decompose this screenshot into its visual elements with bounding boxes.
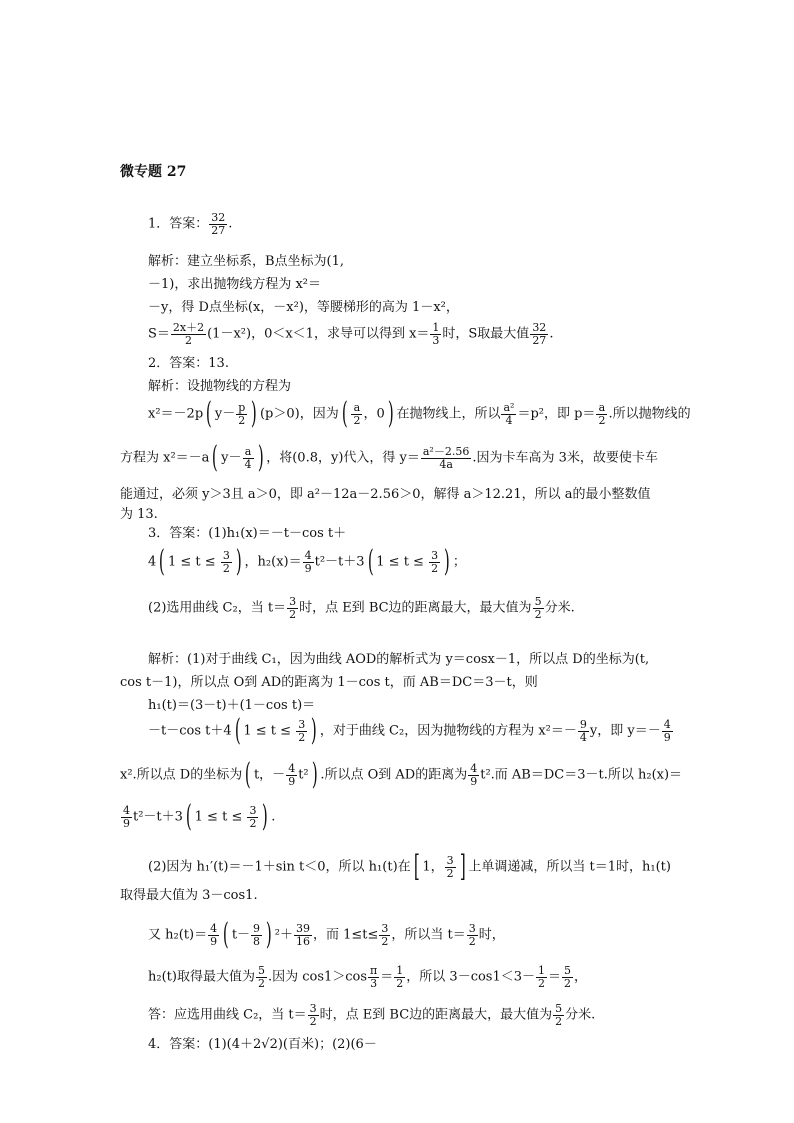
fraction: $\frac{32}{27}$ bbox=[211, 211, 226, 237]
solution-3-line-9: 又 h₂(t)＝ $\frac{4}{9}$ ( t－ $\frac{9}{8}$ ) ²＋ $\frac{39}{16}$ ，而 1≤t≤ $\frac{3}{2}$ ，所以当 t＝ $\frac{3}{2}$ 时， bbox=[148, 917, 505, 953]
solution-2-line-1: 解析：设抛物线的方程为 bbox=[148, 379, 292, 394]
answer-1: 1．答案： $\frac{32}{27}$ . bbox=[148, 211, 233, 237]
solution-3-line-6: $\frac{4}{9}$ t²－t＋3( 1 ≤ t ≤ $\frac{3}{2}$ ) . bbox=[123, 799, 276, 835]
solution-2-line-2: x²＝－2p( y－ $\frac{p}{2}$ ) (p＞0)，因为( $\frac{a}{2}$ ，0) 在抛物线上，所以 $\frac{\text{a²}}{4}$ ＝p²，即 p＝ $\frac{a}{2}$ .所以抛物线的 bbox=[148, 396, 691, 432]
solution-3-line-4: －t－cos t＋4( 1 ≤ t ≤ $\frac{3}{2}$ ) ，对于曲线 C₂，因为抛物线的方程为 x²＝－ $\frac{9}{4}$ y，即 y＝－ $\frac{4}{9}$ bbox=[148, 713, 671, 749]
answer-2: 2．答案：13. bbox=[148, 356, 229, 371]
solution-1-line-2: －1)，求出抛物线方程为 x²＝ bbox=[148, 277, 322, 292]
solution-3-line-5: x².所以点 D的坐标为( t，－ $\frac{4}{9}$ t²) .所以点 O到 AD的距离为 $\frac{4}{9}$ t².而 AB＝DC＝3－t.所以 h₂(x)＝ bbox=[120, 757, 683, 793]
solution-2-line-3: 方程为 x²＝－a( y－ $\frac{a}{4}$ ) ，将(0.8，y)代入，得 y＝ $\frac{\text{a²－2.56}}{4a}$ .因为卡车高为 3米，故要使卡车 bbox=[120, 440, 658, 476]
answer-4: 4．答案：(1)(4＋2√2)(百米)；(2)(6－ bbox=[148, 1037, 377, 1052]
section-title: 微专题 27 bbox=[120, 164, 187, 180]
solution-3-line-3: h₁(t)＝(3－t)＋(1－cos t)＝ bbox=[148, 698, 316, 713]
solution-2-line-5: 为 13. bbox=[120, 507, 158, 522]
solution-3-line-1: 解析：(1)对于曲线 C₁，因为曲线 AOD的解析式为 y＝cosx－1，所以点 D的坐标为(t, bbox=[148, 652, 650, 667]
answer-3-line-1: 3．答案：(1)h₁(x)＝－t－cos t＋ bbox=[148, 526, 347, 541]
solution-3-line-2: cos t－1)，所以点 O到 AD的距离为 1－cos t，而 AB＝DC＝3－t，则 bbox=[120, 675, 538, 690]
solution-3-line-7: (2)因为 h₁′(t)＝－1＋sin t＜0，所以 h₁(t)在[ 1， $\frac{3}{2}$ ] 上单调递减，所以当 t＝1时，h₁(t) bbox=[148, 849, 671, 885]
solution-1-line-3: －y，得 D点坐标(x，－x²)，等腰梯形的高为 1－x²， bbox=[148, 300, 459, 315]
solution-3-line-10: h₂(t)取得最大值为 $\frac{5}{2}$ .因为 cos1＞cos $\frac{\pi}{3}$ ＝ $\frac{1}{2}$ ，所以 3－cos1＜3－ $\frac{1}{2}$ ＝ $\frac{5}{2}$ ， bbox=[148, 964, 588, 990]
solution-2-line-4: 能通过，必须 y＞3且 a＞0，即 a²－12a－2.56＞0，解得 a＞12.21，所以 a的最小整数值 bbox=[120, 487, 651, 502]
solution-1-line-4: S＝ $\frac{2x+2}{2}$ (1－x²)，0＜x＜1，求导可以得到 x＝ $\frac{1}{3}$ 时，S取最大值 $\frac{32}{27}$ . bbox=[148, 321, 554, 347]
solution-3-conclusion: 答：应选用曲线 C₂，当 t＝ $\frac{3}{2}$ 时，点 E到 BC边的距离最大，最大值为 $\frac{5}{2}$ 分米. bbox=[148, 1002, 596, 1028]
answer-3-line-2: 4( 1 ≤ t ≤ $\frac{3}{2}$ ) ，h₂(x)＝ $\frac{4}{9}$ t²－t＋3( 1 ≤ t ≤ $\frac{3}{2}$ ) ； bbox=[148, 544, 466, 580]
solution-3-line-8: 取得最大值为 3－cos1. bbox=[120, 888, 258, 903]
answer-3-line-3: (2)选用曲线 C₂，当 t＝ $\frac{3}{2}$ 时，点 E到 BC边的距离最大，最大值为 $\frac{5}{2}$ 分米. bbox=[148, 595, 575, 621]
solution-1-line-1: 解析：建立坐标系，B点坐标为(1, bbox=[148, 254, 345, 269]
